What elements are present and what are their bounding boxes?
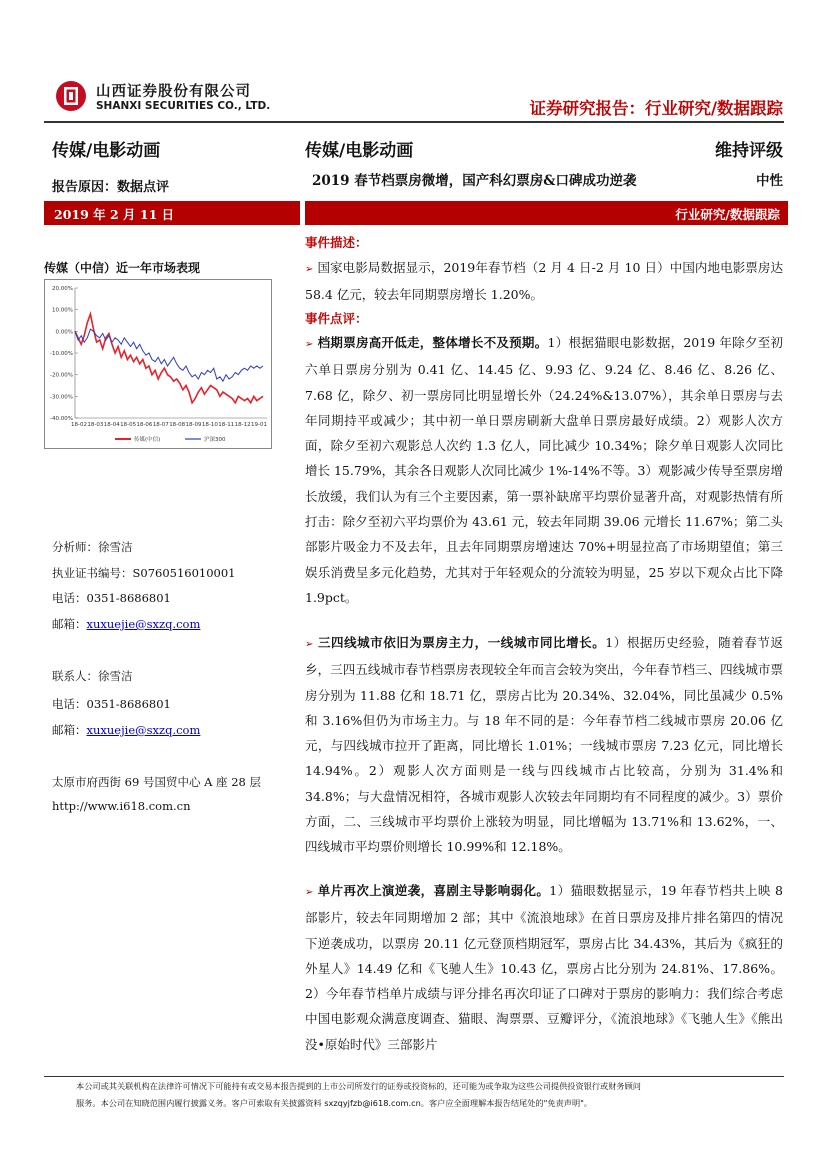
series-line-media bbox=[75, 314, 263, 403]
arrow-bullet-icon: ➢ bbox=[305, 887, 314, 898]
para-3-text: 1）猫眼数据显示，19 年春节档共上映 8 部影片，较去年同期增加 2 部；其中《流浪地球》在首日票房及排片排名第四的情况下逆袭成功，以票房 20.11 亿元登顶档期冠军，票房占比 34.43%，其后为《疯狂的外星人》14.49 亿和《飞驰人生》10.43 亿，票房占比分别为 24.81%、17.86%。2）今年春节档单片成绩与评分排名再次印证了口碑对于票房的影响力：我们综合考虑中国电影观众满意度调查、猫眼、淘票票、豆瓣评分，《流浪地球》《飞驰人生》《熊出没•原始时代》三部影片 bbox=[305, 883, 783, 1052]
market-chart bbox=[44, 279, 272, 449]
left-sector-title: 传媒/电影动画 bbox=[52, 141, 161, 161]
contact-email-label: 邮箱： bbox=[52, 723, 87, 737]
logo-mark-icon bbox=[55, 80, 87, 112]
x-tick-label: 18-12 bbox=[234, 422, 251, 428]
x-tick-label: 18-02 bbox=[71, 422, 87, 428]
event-desc-label: 事件描述： bbox=[305, 235, 368, 250]
analyst: 分析师：徐雪洁 bbox=[52, 540, 133, 554]
series-line-hs300 bbox=[75, 329, 263, 381]
company-name-en: SHANXI SECURITIES CO., LTD. bbox=[96, 100, 271, 112]
section-bar bbox=[305, 201, 788, 225]
event-desc-text: 国家电影局数据显示，2019年春节档（2 月 4 日-2 月 10 日）中国内地电影票房达 58.4 亿元，较去年同期票房增长 1.20%。 bbox=[305, 260, 783, 303]
rating-value: 中性 bbox=[756, 173, 783, 189]
analyst-email-link[interactable]: xuxuejie@sxzq.com bbox=[86, 617, 201, 631]
y-tick-label: -40.00% bbox=[50, 416, 73, 422]
x-tick-label: 18-08 bbox=[169, 422, 186, 428]
x-tick-label: 18-11 bbox=[218, 422, 235, 428]
footer-line-2: 服务。本公司在知晓范围内履行披露义务。客户可索取有关披露资料 sxzqyjfzb@i618.com.cn。客户应全面理解本报告结尾处的"免责声明"。 bbox=[76, 1098, 593, 1108]
cert-number: 执业证书编号：S0760516010001 bbox=[52, 566, 236, 580]
report-subtitle: 2019 春节档票房微增，国产科幻票房&口碑成功逆袭 bbox=[312, 173, 637, 189]
footer-rule bbox=[44, 1076, 784, 1077]
report-type: 证券研究报告：行业研究/数据跟踪 bbox=[529, 99, 783, 118]
arrow-bullet-icon: ➢ bbox=[305, 639, 314, 650]
x-tick-label: 18-04 bbox=[103, 422, 120, 428]
contact-email-link[interactable]: xuxuejie@sxzq.com bbox=[86, 723, 201, 737]
rating-label: 维持评级 bbox=[715, 141, 783, 161]
y-tick-label: -10.00% bbox=[50, 351, 73, 357]
contact-phone: 电话：0351-8686801 bbox=[52, 697, 171, 711]
analyst-email-label: 邮箱： bbox=[52, 617, 87, 631]
report-reason: 报告原因：数据点评 bbox=[52, 180, 170, 195]
x-tick-label: 18-10 bbox=[201, 422, 218, 428]
footer-disclaimer bbox=[76, 1078, 796, 1112]
para-3 bbox=[305, 878, 783, 1057]
report-date: 2019 年 2 月 11 日 bbox=[54, 207, 175, 222]
event-comment-label: 事件点评： bbox=[305, 311, 368, 326]
analyst-phone: 电话：0351-8686801 bbox=[52, 591, 171, 605]
arrow-bullet-icon: ➢ bbox=[305, 339, 314, 350]
chart-title: 传媒（中信）近一年市场表现 bbox=[44, 261, 201, 275]
x-tick-label: 19-01 bbox=[251, 422, 267, 428]
market-chart-svg bbox=[45, 280, 271, 448]
analyst-email-row bbox=[52, 616, 200, 632]
section-bar-label: 行业研究/数据跟踪 bbox=[675, 207, 780, 222]
para-1-text: 1）根据猫眼电影数据，2019 年除夕至初六单日票房分别为 0.41 亿、14.45 亿、9.93 亿、9.24 亿、8.46 亿、8.26 亿、7.68 亿，除夕、初一票房同比明显增长外（24.24%&13.07%），其余单日票房与去年同期持平或减少；其中初一单日票房刷新大盘单日票房最好成绩。2）观影人次方面，除夕至初六观影总人次约 1.3 亿人，同比减少 10.34%；除夕单日观影人次同比增长 15.79%，其余各日观影人次同比减少 1%-14%不等。3）观影减少传导至票房增长放缓，我们认为有三个主要因素，第一票补缺席平均票价显著升高，对观影热情有所打击：除夕至初六平均票价为 43.61 元，较去年同期 39.06 元增长 11.67%；第二头部影片吸金力不及去年，且去年同期票房增速达 70%+明显拉高了市场期望值；第三娱乐消费呈多元化趋势，尤其对于年轻观众的分流较为明显，25 岁以下观众占比下降 1.9pct。 bbox=[305, 335, 783, 605]
company-name-cn: 山西证券股份有限公司 bbox=[96, 84, 251, 100]
para-2-heading: 三四线城市依旧为票房主力，一线城市同比增长。 bbox=[317, 635, 606, 650]
y-tick-label: 20.00% bbox=[52, 286, 73, 292]
x-tick-label: 18-07 bbox=[152, 422, 169, 428]
address: 太原市府西街 69 号国贸中心 A 座 28 层 bbox=[52, 775, 262, 789]
y-tick-label: 0.00% bbox=[55, 329, 73, 336]
website[interactable]: http://www.i618.com.cn bbox=[52, 799, 191, 813]
para-1 bbox=[305, 330, 783, 610]
x-tick-label: 18-05 bbox=[120, 422, 137, 428]
para-2-text: 1）根据历史经验，随着春节返乡，三四五线城市春节档票房表现较全年而言会较为突出，今年春节档三、四线城市票房分别为 11.88 亿和 18.71 亿，票房占比为 20.34%、32.04%，同比虽减少 0.5%和 3.16%但仍为市场主力。与 18 年不同的是：今年春节档二线城市票房 20.06 亿元，与四线城市拉开了距离，同比增长 1.01%；一线城市票房 7.23 亿元，同比增长 14.94%。2）观影人次方面则是一线与四线城市占比较高，分别为 31.4%和 34.8%；与大盘情况相符，各城市观影人次较去年同期均有不同程度的减少。3）票价方面，二、三线城市平均票价上涨较为明显，同比增幅为 13.71%和 13.62%，一、四线城市平均票价则增长 10.99%和 12.18%。 bbox=[305, 635, 783, 855]
x-tick-label: 18-06 bbox=[136, 422, 153, 428]
para-3-heading: 单片再次上演逆袭，喜剧主导影响弱化。 bbox=[317, 883, 550, 898]
y-tick-label: -20.00% bbox=[50, 372, 73, 379]
para-2 bbox=[305, 630, 783, 860]
footer-line-1: 本公司或其关联机构在法律许可情况下可能持有或交易本报告提到的上市公司所发行的证券或投资标的，还可能为或争取为这些公司提供投资银行或财务顾问 bbox=[76, 1081, 641, 1091]
para-1-heading: 档期票房高开低走，整体增长不及预期。 bbox=[317, 335, 548, 350]
main-sector-title: 传媒/电影动画 bbox=[305, 141, 414, 161]
y-tick-label: -30.00% bbox=[50, 394, 73, 401]
legend-label: 沪深300 bbox=[204, 437, 226, 443]
contact: 联系人：徐雪洁 bbox=[52, 669, 133, 683]
contact-email-row bbox=[52, 722, 200, 738]
y-tick-label: 10.00% bbox=[52, 307, 73, 314]
arrow-bullet-icon: ➢ bbox=[305, 264, 314, 275]
legend-label: 传媒(中信) bbox=[134, 437, 161, 443]
x-tick-label: 18-03 bbox=[87, 422, 104, 428]
company-logo bbox=[55, 80, 87, 112]
header-rule bbox=[44, 121, 784, 123]
x-tick-label: 18-09 bbox=[185, 422, 202, 428]
event-desc-para bbox=[305, 255, 783, 308]
date-bar bbox=[44, 201, 300, 225]
